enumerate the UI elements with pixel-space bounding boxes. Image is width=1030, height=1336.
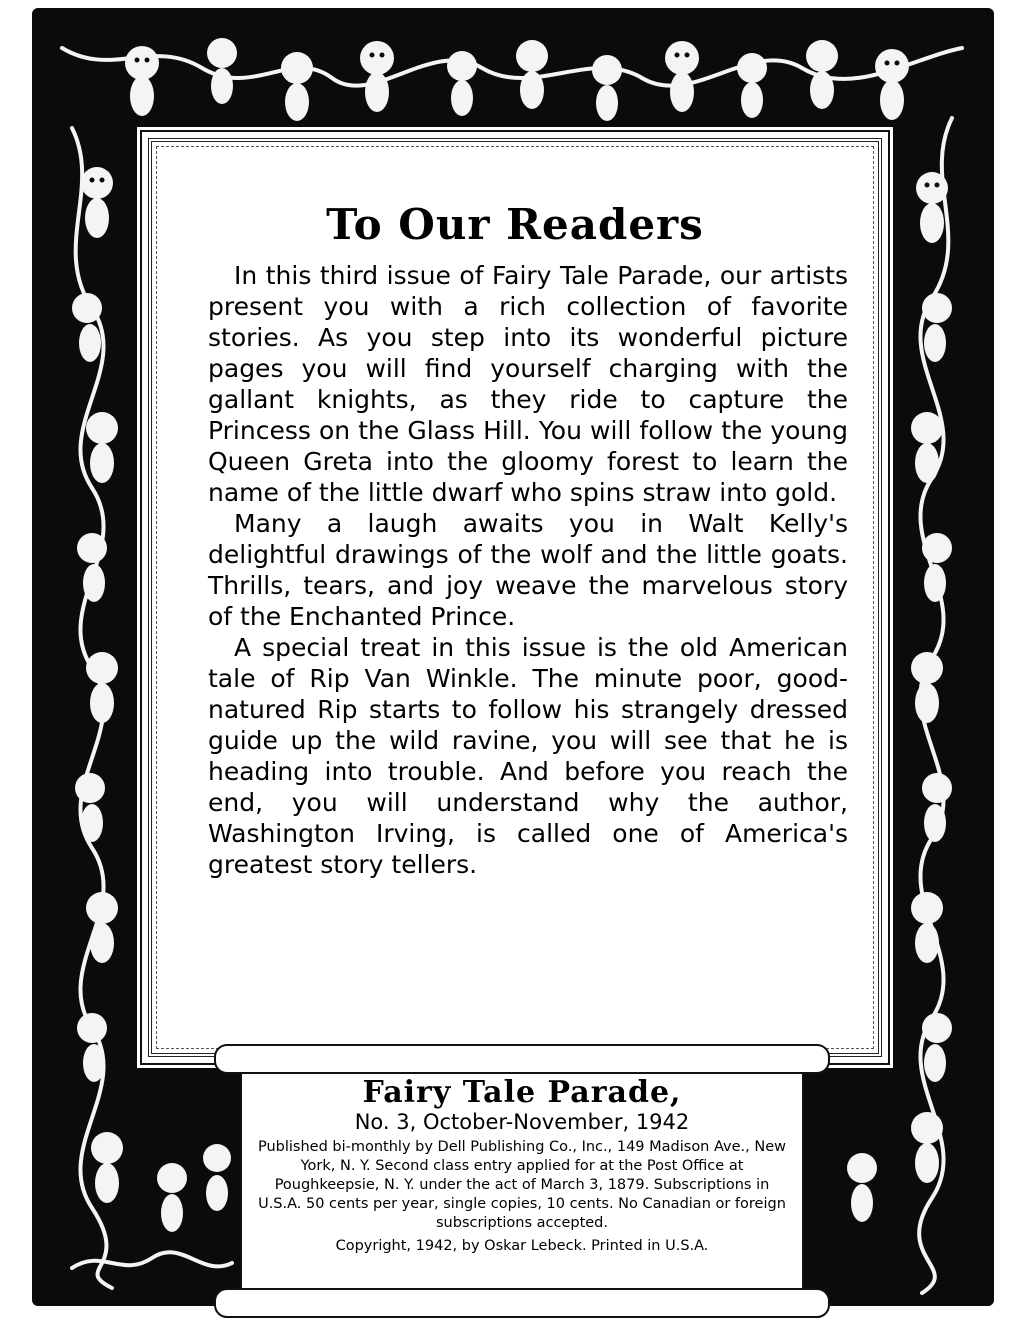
page-title: To Our Readers [326,200,704,249]
publication-copyright: Copyright, 1942, by Oskar Lebeck. Printed in U.S.A. [335,1238,709,1254]
publication-info: Published bi-monthly by Dell Publishing Co., Inc., 149 Madison Ave., New York, N. Y. Second class entry applied for at the Post Office at Poughkeepsie, N. Y. under the act of March 3, 1879. Subscriptions in U.S.A. 50 cents per year, single copies, 10 cents. No Canadian or foreign subscriptions accepted. [257,1139,787,1231]
paragraph-1: In this third issue of Fairy Tale Parade, our artists present you with a rich collection of favorite stories. As you step into its wonderful picture pages you will find yourself charging with the gallant knights, as they ride to capture the Princess on the Glass Hill. You will follow the young Queen Greta into the gloomy forest to learn the name of the little dwarf who spins straw into gold. [208,261,848,507]
scroll-bottom-roll [214,1288,830,1318]
readers-letter-panel [140,130,890,1065]
publication-issue: No. 3, October-November, 1942 [354,1110,690,1134]
publication-info-block [252,1076,792,1256]
paragraph-3: A special treat in this issue is the old American tale of Rip Van Winkle. The minute poor, good-natured Rip starts to follow his strangely dressed guide up the wild ravine, you will see that he is heading into trouble. And before you reach the end, you will understand why the author, Washington Irving, is called one of America's greatest story tellers. [208,633,848,879]
publication-scroll-banner [240,1058,804,1304]
paragraph-2: Many a laugh awaits you in Walt Kelly's delightful drawings of the wolf and the little goats. Thrills, tears, and joy weave the marvelous story of the Enchanted Prince. [208,509,848,631]
letter-body [208,260,848,880]
scroll-top-roll [214,1044,830,1074]
publication-title: Fairy Tale Parade, [362,1075,682,1110]
